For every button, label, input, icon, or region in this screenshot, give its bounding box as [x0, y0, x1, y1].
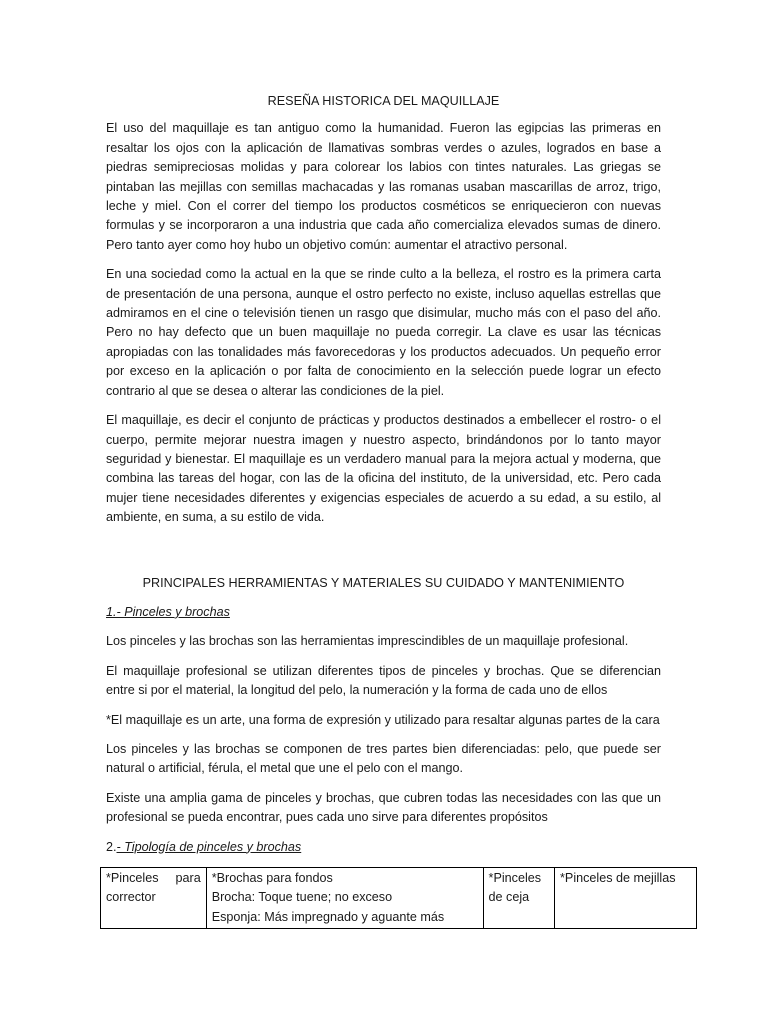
- paragraph-types: El maquillaje profesional se utilizan diferentes tipos de pinceles y brochas. Que se diferencian entre si por el material, la longitud del pelo, la numeración y la forma de cada uno de ellos: [106, 663, 661, 698]
- table-cell-line: Esponja: Más impregnado y aguante más: [211, 909, 445, 924]
- table-cell-eyebrow: *Pinceles de ceja: [483, 868, 554, 929]
- paragraph-parts: Los pinceles y las brochas se componen de tres partes bien diferenciadas: pelo, que puede ser natural o artificial, férula, el metal que une el pelo con el mango.: [106, 741, 661, 776]
- section-spacer: [106, 538, 661, 574]
- document-body: [106, 92, 676, 929]
- paragraph-art: *El maquillaje es un arte, una forma de expresión y utilizado para resaltar algunas partes de la cara: [106, 712, 660, 727]
- table-cell-line: Brocha: Toque tuene; no exceso: [211, 890, 393, 905]
- heading-typology-number: 2.: [106, 839, 117, 854]
- paragraph-range: Existe una amplia gama de pinceles y brochas, que cubren todas las necesidades con las que un profesional se pueda encontrar, pues cada uno sirve para diferentes propósitos: [106, 790, 661, 825]
- table-row: [101, 868, 697, 929]
- heading-brushes: 1.- Pinceles y brochas: [106, 604, 230, 619]
- typology-table-wrapper: [106, 867, 676, 929]
- table-cell-corrector: *Pinceles para corrector: [101, 868, 207, 929]
- heading-typology-text: - Tipología de pinceles y brochas: [116, 839, 302, 854]
- section-title: PRINCIPALES HERRAMIENTAS Y MATERIALES SU CUIDADO Y MANTENIMIENTO: [142, 575, 625, 590]
- table-cell-line: *Brochas para fondos: [211, 871, 333, 885]
- table-cell-foundation: [206, 868, 483, 929]
- paragraph-definition: El maquillaje, es decir el conjunto de prácticas y productos destinados a embellecer el rostro- o el cuerpo, permite mejorar nuestra imagen y nuestro aspecto, brindándonos por lo tanto mayor seguridad y bienestar. El maquillaje es un verdadero manual para la mejora actual y moderna, que combina las tareas del hogar, con las de la oficina del instituto, de la universidad, etc. Pero cada mujer tiene necesidades diferentes y exigencias especiales de acuerdo a su edad, a su estilo, al ambiente, en suma, a su estilo de vida.: [106, 413, 661, 525]
- document-title: RESEÑA HISTORICA DEL MAQUILLAJE: [267, 94, 500, 108]
- paragraph-tools: Los pinceles y las brochas son las herramientas imprescindibles de un maquillaje profesional.: [106, 634, 629, 649]
- table-cell-cheek: *Pinceles de mejillas: [555, 868, 697, 929]
- paragraph-society: En una sociedad como la actual en la que se rinde culto a la belleza, el rostro es la primera carta de presentación de una persona, aunque el ostro perfecto no existe, incluso aquellas estrellas que admiramos en el cine o televisión tienen un rasgo que disimular, mucho más con el paso del año. Pero no hay defecto que un buen maquillaje no pueda corregir. La clave es usar las técnicas apropiadas con las tonalidades más favorecedoras y los productos adecuados. Un pequeño error por exceso en la aplicación o por falta de conocimiento en la selección puede lograr un efecto contrario al que se desea o alterar las condiciones de la piel.: [106, 267, 661, 398]
- heading-typology: [106, 838, 661, 857]
- typology-table: [100, 867, 697, 929]
- paragraph-history: El uso del maquillaje es tan antiguo como la humanidad. Fueron las egipcias las primeras en resaltar los ojos con la aplicación de llamativas sombras verdes o azules, logrados en base a piedras semipreciosas molidas y para colorear los labios con tintes naturales. Las griegas se pintaban las mejillas con semillas machacadas y las romanas usaban mascarillas de arroz, trigo, leche y miel. Con el correr del tiempo los productos cosméticos se enriquecieron con nuevas formulas y se incorporaron a una industria que cada año comercializa elevados sumas de dinero. Pero tanto ayer como hoy hubo un objetivo común: aumentar el atractivo personal.: [106, 121, 661, 252]
